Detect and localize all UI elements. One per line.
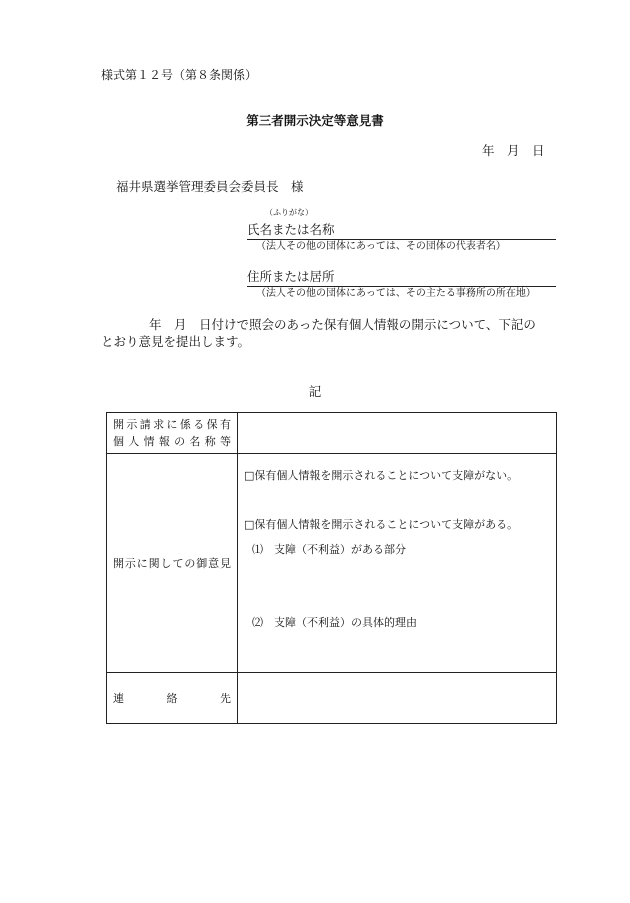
furigana-label: （ふりがな） (265, 208, 313, 217)
date-field: 年 月 日 (482, 143, 545, 158)
option-no-issue[interactable]: □保有個人情報を開示されることについて支障がない。 (244, 469, 519, 482)
table-row (107, 413, 557, 454)
info-name-label-line-2: 個人情報の名称等 (113, 435, 231, 448)
contact-label-cell (107, 673, 238, 724)
opinion-label-cell (107, 454, 238, 673)
body-paragraph (101, 316, 561, 350)
option-issue[interactable]: □保有個人情報を開示されることについて支障がある。 (244, 518, 519, 531)
body-line-1: 年 月 日付けで照会のあった保有個人情報の開示について、下記の (149, 317, 536, 332)
address-note: （法人その他の団体にあっては、その主たる事務所の所在地） (256, 288, 536, 299)
body-line-2: とおり意見を提出します。 (101, 334, 251, 349)
record-heading: 記 (308, 384, 322, 399)
opinion-label: 開示に関しての御意見 (113, 556, 231, 570)
form-number: 様式第１２号（第８条関係） (101, 68, 258, 82)
info-name-label-line-1: 開示請求に係る保有 (113, 418, 231, 431)
opinion-table (106, 412, 557, 724)
name-note: （法人その他の団体にあっては、その団体の代表者名） (256, 241, 506, 252)
contact-label: 連絡先 (113, 691, 231, 705)
item-problem-reason: ⑵ 支障（不利益）の具体的理由 (252, 616, 417, 629)
contact-value-cell[interactable] (238, 673, 557, 724)
info-name-value-cell[interactable] (238, 413, 557, 454)
item-problem-part: ⑴ 支障（不利益）がある部分 (252, 543, 406, 556)
table-row (107, 673, 557, 724)
addressee: 福井県選挙管理委員会委員長 様 (116, 179, 304, 194)
address-label: 住所または居所 (247, 269, 335, 284)
opinion-value-cell[interactable] (238, 454, 557, 673)
name-label: 氏名または名称 (247, 222, 335, 237)
info-name-label-cell (107, 413, 238, 454)
table-row (107, 454, 557, 673)
document-title: 第三者開示決定等意見書 (246, 113, 384, 128)
